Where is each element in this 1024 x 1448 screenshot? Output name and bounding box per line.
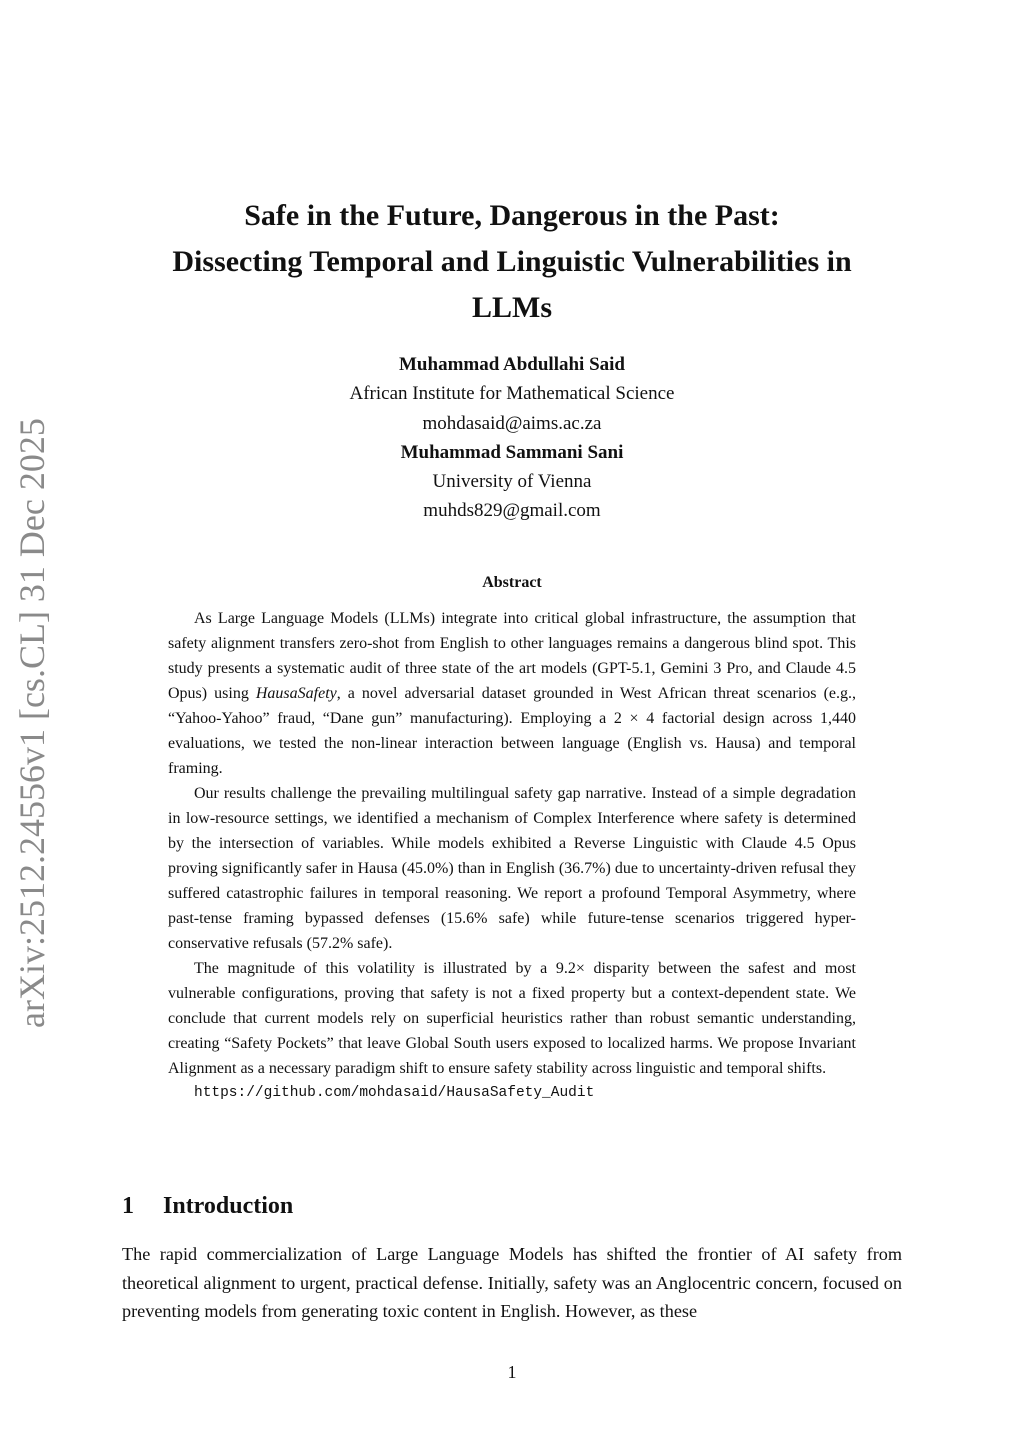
code-link[interactable]: https://github.com/mohdasaid/HausaSafety_Audit: [194, 1085, 595, 1101]
abstract-heading: Abstract: [482, 574, 542, 591]
author-name: Muhammad Sammani Sani: [400, 441, 624, 463]
author-email: muhds829@gmail.com: [423, 500, 601, 522]
section-number: 1: [122, 1193, 134, 1219]
abstract-text: As Large Language Models (LLMs) integrate into critical global infrastructure, the assumption that safety alignment transfers zero-shot from English to other languages remains a dangerous blind spot. This study presents a systematic audit of three state of the art models (GPT-5.1, Gemini 3 Pro, and Claude 4.5 Opus) using: [168, 610, 856, 702]
title-line-2: Dissecting Temporal and Linguistic Vulnerabilities in: [172, 245, 852, 278]
dataset-name: HausaSafety: [255, 685, 337, 702]
author-email: mohdasaid@aims.ac.za: [422, 412, 602, 434]
abstract-text: , a novel adversarial dataset grounded in West African threat scenarios (e.g., “Yahoo-Yahoo” fraud, “Dane gun” manufacturing). Employing a 2 × 4 factorial design across 1,440 evaluations, we tested the non-linear interaction between language (English vs. Hausa) and temporal framing.: [168, 685, 857, 777]
abstract-paragraph-3: The magnitude of this volatility is illustrated by a 9.2× disparity between the safest and most vulnerable configurations, proving that safety is not a fixed property but a context-dependent state. We conclude that current models rely on superficial heuristics rather than robust semantic understanding, creating “Safety Pockets” that leave Global South users exposed to localized harms. We propose Invariant Alignment as a necessary paradigm shift to ensure safety stability across linguistic and temporal shifts.: [168, 960, 856, 1077]
author-block: [212, 350, 812, 526]
page-number: 1: [507, 1362, 517, 1382]
abstract-body: [168, 606, 856, 1106]
author-affiliation: African Institute for Mathematical Science: [349, 383, 675, 405]
author-affiliation: University of Vienna: [432, 471, 592, 493]
title-line-3: LLMs: [471, 291, 552, 324]
title-line-1: Safe in the Future, Dangerous in the Past:: [244, 199, 780, 232]
section-title: Introduction: [163, 1193, 294, 1219]
abstract-paragraph-2: Our results challenge the prevailing multilingual safety gap narrative. Instead of a simple degradation in low-resource settings, we identified a mechanism of Complex Interference where safety is determined by the intersection of variables. While models exhibited a Reverse Linguistic with Claude 4.5 Opus proving significantly safer in Hausa (45.0%) than in English (36.7%) due to uncertainty-driven refusal they suffered catastrophic failures in temporal reasoning. We report a profound Temporal Asymmetry, where past-tense framing bypassed defenses (15.6% safe) while future-tense scenarios triggered hyper-conservative refusals (57.2% safe).: [168, 785, 856, 952]
paper-title: [112, 193, 912, 331]
introduction-paragraph: The rapid commercialization of Large Language Models has shifted the frontier of AI safety from theoretical alignment to urgent, practical defense. Initially, safety was an Anglocentric concern, focused on preventing models from generating toxic content in English. However, as these: [122, 1244, 902, 1321]
section-heading-introduction: [122, 1188, 293, 1224]
author-name: Muhammad Abdullahi Said: [399, 354, 625, 375]
abstract-paragraph-1: [168, 606, 856, 781]
arxiv-identifier: arXiv:2512.24556v1 [cs.CL] 31 Dec 2025: [12, 418, 52, 1028]
